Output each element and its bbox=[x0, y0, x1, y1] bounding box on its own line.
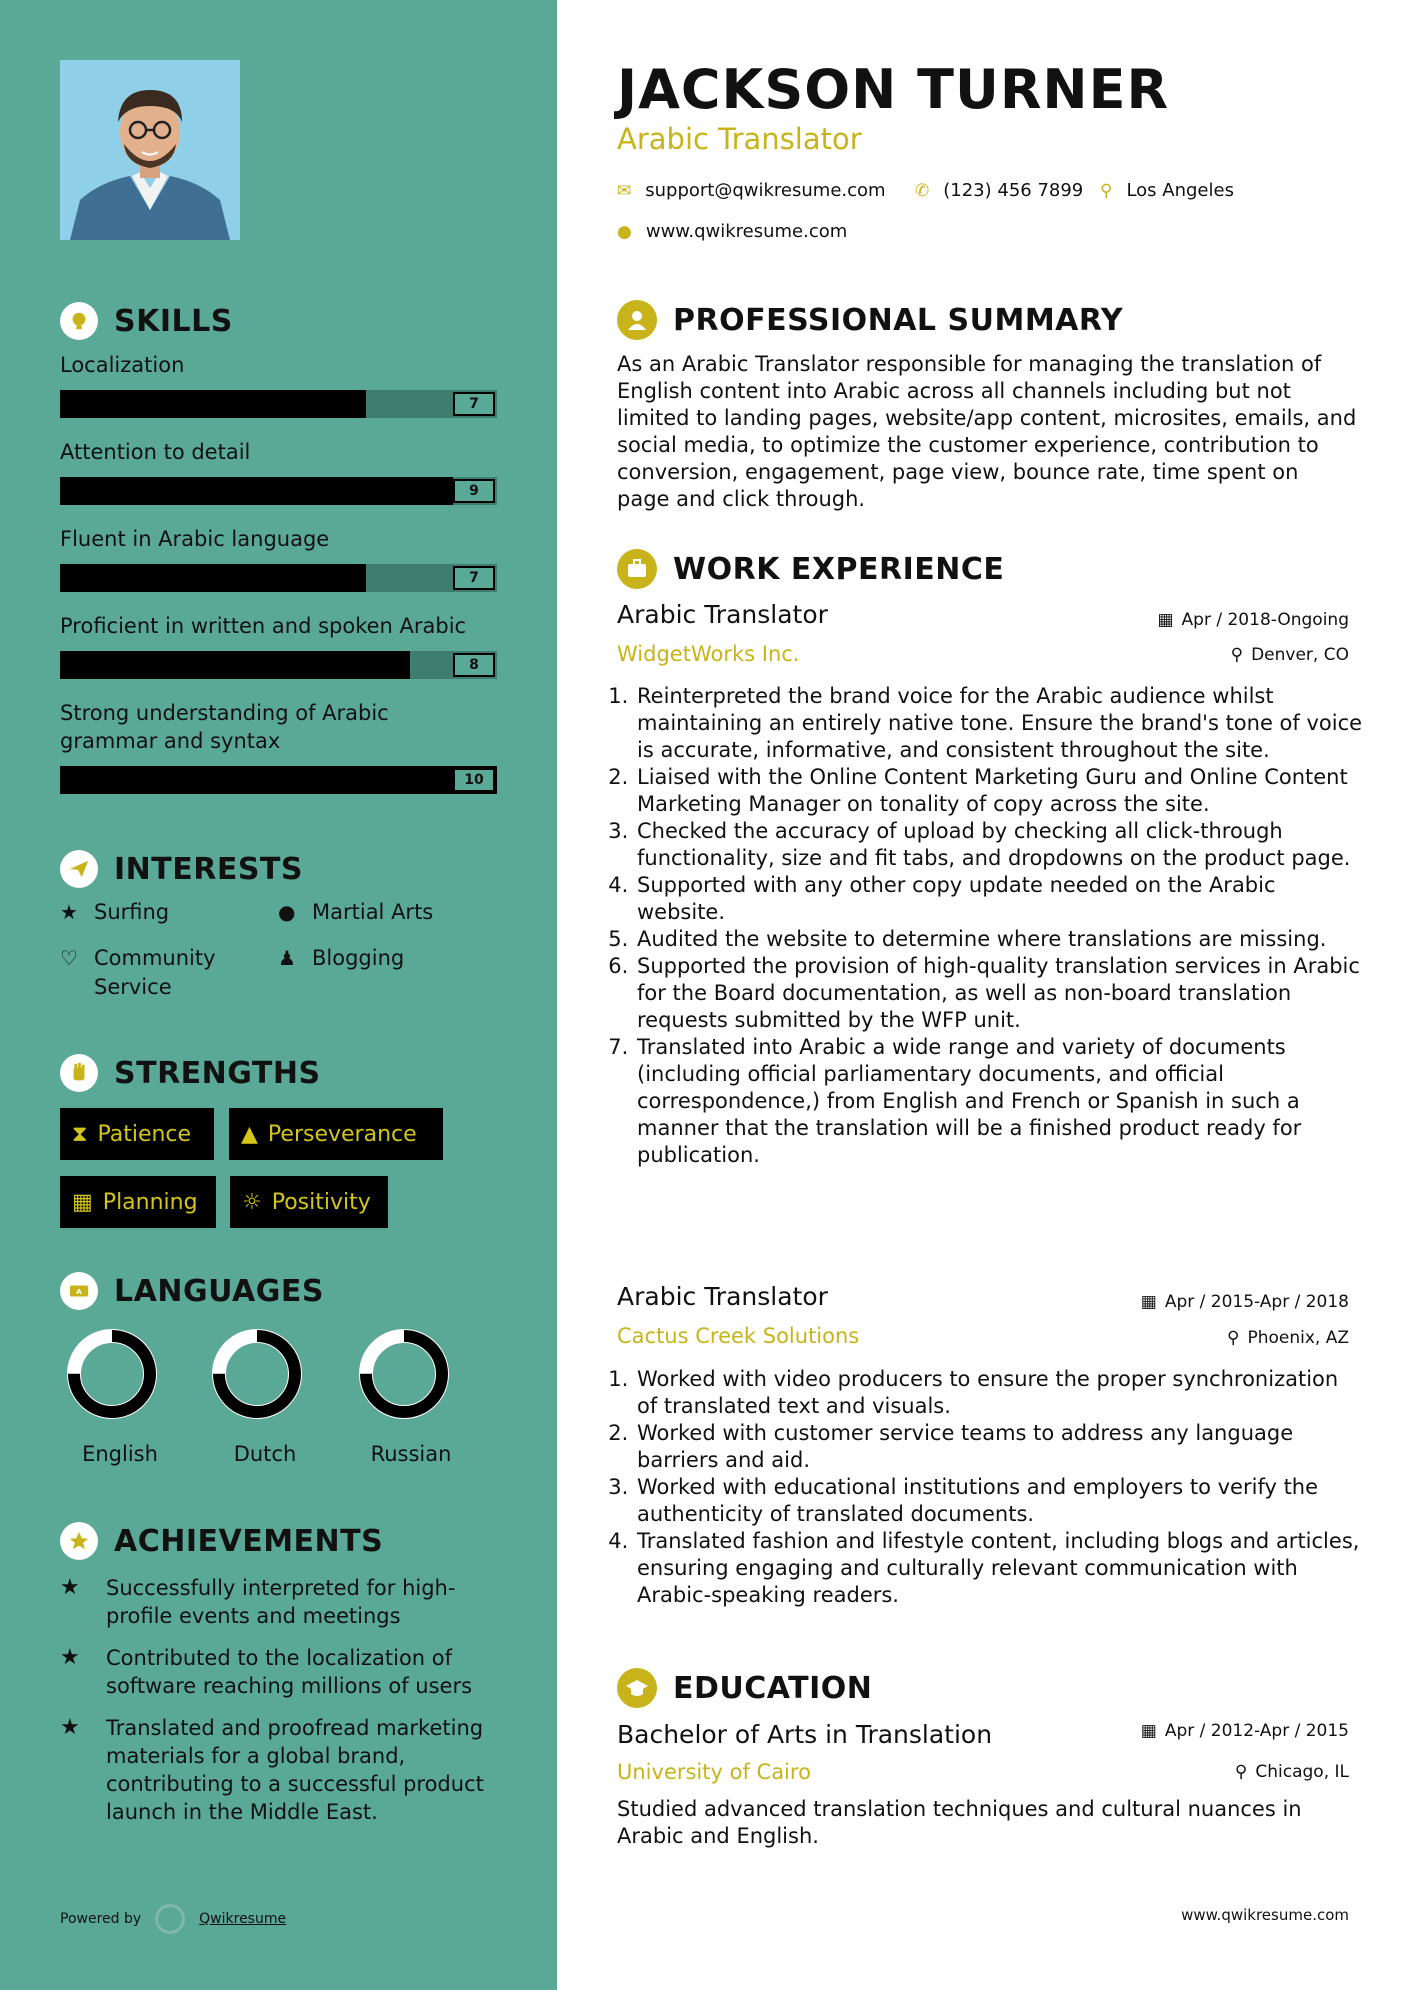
skill-score: 7 bbox=[453, 566, 495, 590]
achievement-text: Contributed to the localization of software reaching millions of users bbox=[106, 1646, 473, 1698]
powered-by bbox=[60, 1904, 286, 1934]
achievement-item bbox=[60, 1714, 510, 1826]
job-dates bbox=[1157, 610, 1349, 630]
achievement-text: Successfully interpreted for high-profile events and meetings bbox=[106, 1576, 456, 1628]
interest-item bbox=[278, 898, 433, 927]
main-content bbox=[557, 0, 1407, 1990]
road-icon: ▲ bbox=[241, 1121, 258, 1147]
paper-plane-icon bbox=[60, 850, 98, 888]
skill-label: Attention to detail bbox=[60, 440, 251, 464]
location-text: Los Angeles bbox=[1126, 180, 1234, 201]
interest-label: Surfing bbox=[94, 900, 170, 924]
job-location-text: Denver, CO bbox=[1251, 645, 1349, 665]
languages-heading bbox=[60, 1272, 324, 1310]
job-bullet: 3. Checked the accuracy of upload by checking all click-through functionality, size and fit tabs, and dropdowns on the product page. bbox=[635, 818, 1365, 872]
job-bullet: 7. Translated into Arabic a wide range and variety of documents (including official parliamentary documents, and official correspondence,) from English and French or Spanish in such a manner that the translation will be a finished product ready for publication. bbox=[635, 1034, 1365, 1169]
lightbulb-icon bbox=[60, 302, 98, 340]
handshake-icon: ♡ bbox=[60, 946, 78, 970]
skills-title: SKILLS bbox=[114, 303, 233, 339]
skill-score: 10 bbox=[453, 768, 495, 792]
strength-chip bbox=[60, 1108, 214, 1160]
skills-heading bbox=[60, 302, 233, 340]
school-name: University of Cairo bbox=[617, 1760, 811, 1784]
strengths-title: STRENGTHS bbox=[114, 1055, 321, 1091]
translate-icon bbox=[60, 1272, 98, 1310]
job-company: WidgetWorks Inc. bbox=[617, 642, 800, 666]
globe-icon: ● bbox=[278, 900, 296, 924]
shooting-star-icon: ★ bbox=[60, 1715, 80, 1740]
skill-bar bbox=[60, 564, 497, 592]
interest-item bbox=[278, 944, 404, 973]
job-bullet: 2. Worked with customer service teams to address any language barriers and aid. bbox=[635, 1420, 1365, 1474]
job-title: Arabic Translator bbox=[617, 600, 828, 629]
users-icon: ♟ bbox=[278, 946, 296, 970]
job-dates-text: Apr / 2018-Ongoing bbox=[1181, 610, 1349, 630]
education-location bbox=[1235, 1762, 1349, 1782]
phone-icon: ✆ bbox=[915, 180, 930, 201]
strength-label: Patience bbox=[97, 1121, 192, 1147]
skill-bar bbox=[60, 651, 497, 679]
award-icon bbox=[60, 1522, 98, 1560]
strength-chip bbox=[230, 1176, 388, 1228]
strength-label: Positivity bbox=[271, 1189, 371, 1215]
skill-bar-fill bbox=[60, 766, 497, 794]
job-dates bbox=[1141, 1292, 1349, 1312]
phone-text: (123) 456 7899 bbox=[943, 180, 1084, 201]
summary-heading bbox=[617, 300, 1123, 340]
achievements-heading bbox=[60, 1522, 383, 1560]
job-location bbox=[1231, 645, 1349, 665]
qwikresume-logo-icon bbox=[155, 1904, 185, 1934]
calendar-icon: ▦ bbox=[1140, 1292, 1157, 1312]
user-icon bbox=[617, 300, 657, 340]
skill-bar bbox=[60, 766, 497, 794]
skill-bar-fill bbox=[60, 390, 366, 418]
language-ring bbox=[211, 1328, 303, 1420]
graduation-cap-icon bbox=[617, 1668, 657, 1708]
candidate-name: JACKSON TURNER bbox=[617, 58, 1170, 121]
skill-label: Strong understanding of Arabic grammar and syntax bbox=[60, 701, 389, 753]
pin-icon: ⚲ bbox=[1230, 645, 1244, 665]
skill-bar-fill bbox=[60, 477, 453, 505]
strength-label: Perseverance bbox=[267, 1121, 417, 1147]
education-heading bbox=[617, 1668, 872, 1708]
job-bullet: 4. Translated fashion and lifestyle content, including blogs and articles, ensuring engaging and culturally relevant communication with Arabic-speaking readers. bbox=[635, 1528, 1365, 1609]
strength-chip bbox=[60, 1176, 216, 1228]
job-dates-text: Apr / 2015-Apr / 2018 bbox=[1164, 1292, 1349, 1312]
language-label: Russian bbox=[370, 1442, 452, 1466]
job-bullet: 1. Worked with video producers to ensure the proper synchronization of translated text and visuals. bbox=[635, 1366, 1365, 1420]
hand-icon bbox=[60, 1054, 98, 1092]
achievements-title: ACHIEVEMENTS bbox=[114, 1523, 384, 1559]
summary-title: PROFESSIONAL SUMMARY bbox=[673, 302, 1124, 338]
contact-location bbox=[1100, 180, 1234, 201]
interests-title: INTERESTS bbox=[114, 851, 303, 887]
footer-url[interactable]: www.qwikresume.com bbox=[1181, 1906, 1349, 1924]
skill-label: Proficient in written and spoken Arabic bbox=[60, 614, 467, 638]
achievement-item bbox=[60, 1644, 510, 1700]
education-title: EDUCATION bbox=[673, 1670, 873, 1706]
skill-bar bbox=[60, 477, 497, 505]
education-location-text: Chicago, IL bbox=[1255, 1762, 1349, 1782]
calendar-icon: ▦ bbox=[1140, 1721, 1157, 1741]
star-icon: ★ bbox=[60, 900, 78, 924]
pin-icon: ⚲ bbox=[1227, 1328, 1240, 1348]
interest-item bbox=[60, 944, 260, 1002]
job-location bbox=[1227, 1328, 1349, 1348]
interest-label: Martial Arts bbox=[312, 900, 434, 924]
briefcase-icon bbox=[617, 549, 657, 589]
achievement-item bbox=[60, 1574, 510, 1630]
skill-bar-fill bbox=[60, 564, 366, 592]
sun-icon: ☼ bbox=[242, 1189, 262, 1215]
profile-photo bbox=[60, 60, 240, 240]
strength-label: Planning bbox=[102, 1189, 198, 1215]
skill-score: 7 bbox=[453, 392, 495, 416]
contact-phone bbox=[915, 180, 1083, 201]
skill-score: 9 bbox=[453, 479, 495, 503]
job-bullets bbox=[617, 683, 1365, 1169]
calendar-icon: ▦ bbox=[1157, 610, 1174, 630]
skill-bar-fill bbox=[60, 651, 410, 679]
interest-item bbox=[60, 898, 169, 927]
envelope-icon: ✉ bbox=[617, 180, 632, 201]
interest-label: Community Service bbox=[94, 946, 216, 999]
svg-text:A: A bbox=[76, 1287, 82, 1297]
shooting-star-icon: ★ bbox=[60, 1645, 80, 1670]
job-bullets bbox=[617, 1366, 1365, 1609]
languages-title: LANGUAGES bbox=[114, 1273, 324, 1309]
job-company: Cactus Creek Solutions bbox=[617, 1324, 860, 1348]
job-bullet: 6. Supported the provision of high-quality translation services in Arabic for the Board documentation, as well as non-board translation requests submitted by the WFP unit. bbox=[635, 953, 1365, 1034]
calendar-icon: ▦ bbox=[72, 1189, 93, 1215]
interests-heading bbox=[60, 850, 303, 888]
degree-title: Bachelor of Arts in Translation bbox=[617, 1720, 993, 1749]
language-label: Dutch bbox=[233, 1442, 297, 1466]
experience-title: WORK EXPERIENCE bbox=[673, 551, 1005, 587]
skill-label: Fluent in Arabic language bbox=[60, 527, 330, 551]
interest-label: Blogging bbox=[312, 946, 405, 970]
job-bullet: 3. Worked with educational institutions and employers to verify the authenticity of translated documents. bbox=[635, 1474, 1365, 1528]
skill-score: 8 bbox=[453, 653, 495, 677]
map-marker-icon: ⚲ bbox=[1100, 180, 1113, 201]
email-text[interactable]: support@qwikresume.com bbox=[645, 180, 886, 201]
experience-heading bbox=[617, 549, 1004, 589]
achievement-text: Translated and proofread marketing materials for a global brand, contributing to a successful product launch in the Middle East. bbox=[106, 1716, 484, 1824]
hourglass-icon: ⧗ bbox=[72, 1121, 88, 1147]
globe-icon: ● bbox=[617, 221, 632, 242]
contact-email bbox=[617, 180, 886, 201]
language-ring bbox=[358, 1328, 450, 1420]
contact-website bbox=[617, 221, 847, 242]
powered-by-label: Powered by bbox=[60, 1911, 142, 1927]
education-dates-text: Apr / 2012-Apr / 2015 bbox=[1164, 1721, 1349, 1741]
summary-text: As an Arabic Translator responsible for managing the translation of English content into Arabic across all channels including but not limited to landing pages, website/app content, microsites, emails, and social media, to optimize the customer experience, contribution to conversion, engagement, page view, bounce rate, time spent on page and click through. bbox=[617, 352, 1357, 511]
qwikresume-link[interactable]: Qwikresume bbox=[199, 1911, 287, 1927]
language-ring bbox=[66, 1328, 158, 1420]
education-description: Studied advanced translation techniques and cultural nuances in Arabic and English. bbox=[617, 1797, 1302, 1848]
skill-bar bbox=[60, 390, 497, 418]
profile-photo-illustration bbox=[60, 60, 240, 240]
job-location-text: Phoenix, AZ bbox=[1247, 1328, 1349, 1348]
shooting-star-icon: ★ bbox=[60, 1575, 80, 1600]
strengths-heading bbox=[60, 1054, 321, 1092]
job-bullet: 1. Reinterpreted the brand voice for the Arabic audience whilst maintaining an entirely native tone. Ensure the brand's tone of voice is accurate, informative, and consistent throughout the site. bbox=[635, 683, 1365, 764]
language-label: English bbox=[82, 1442, 158, 1466]
job-bullet: 2. Liaised with the Online Content Marketing Guru and Online Content Marketing Manager on tonality of copy across the site. bbox=[635, 764, 1365, 818]
candidate-role: Arabic Translator bbox=[617, 122, 862, 156]
website-text[interactable]: www.qwikresume.com bbox=[645, 221, 848, 242]
job-title: Arabic Translator bbox=[617, 1282, 828, 1311]
skill-label: Localization bbox=[60, 353, 185, 377]
education-dates bbox=[1141, 1721, 1349, 1741]
strength-chip bbox=[229, 1108, 443, 1160]
job-bullet: 5. Audited the website to determine where translations are missing. bbox=[635, 926, 1365, 953]
pin-icon: ⚲ bbox=[1234, 1762, 1248, 1782]
job-bullet: 4. Supported with any other copy update needed on the Arabic website. bbox=[635, 872, 1365, 926]
sidebar bbox=[0, 0, 557, 1990]
